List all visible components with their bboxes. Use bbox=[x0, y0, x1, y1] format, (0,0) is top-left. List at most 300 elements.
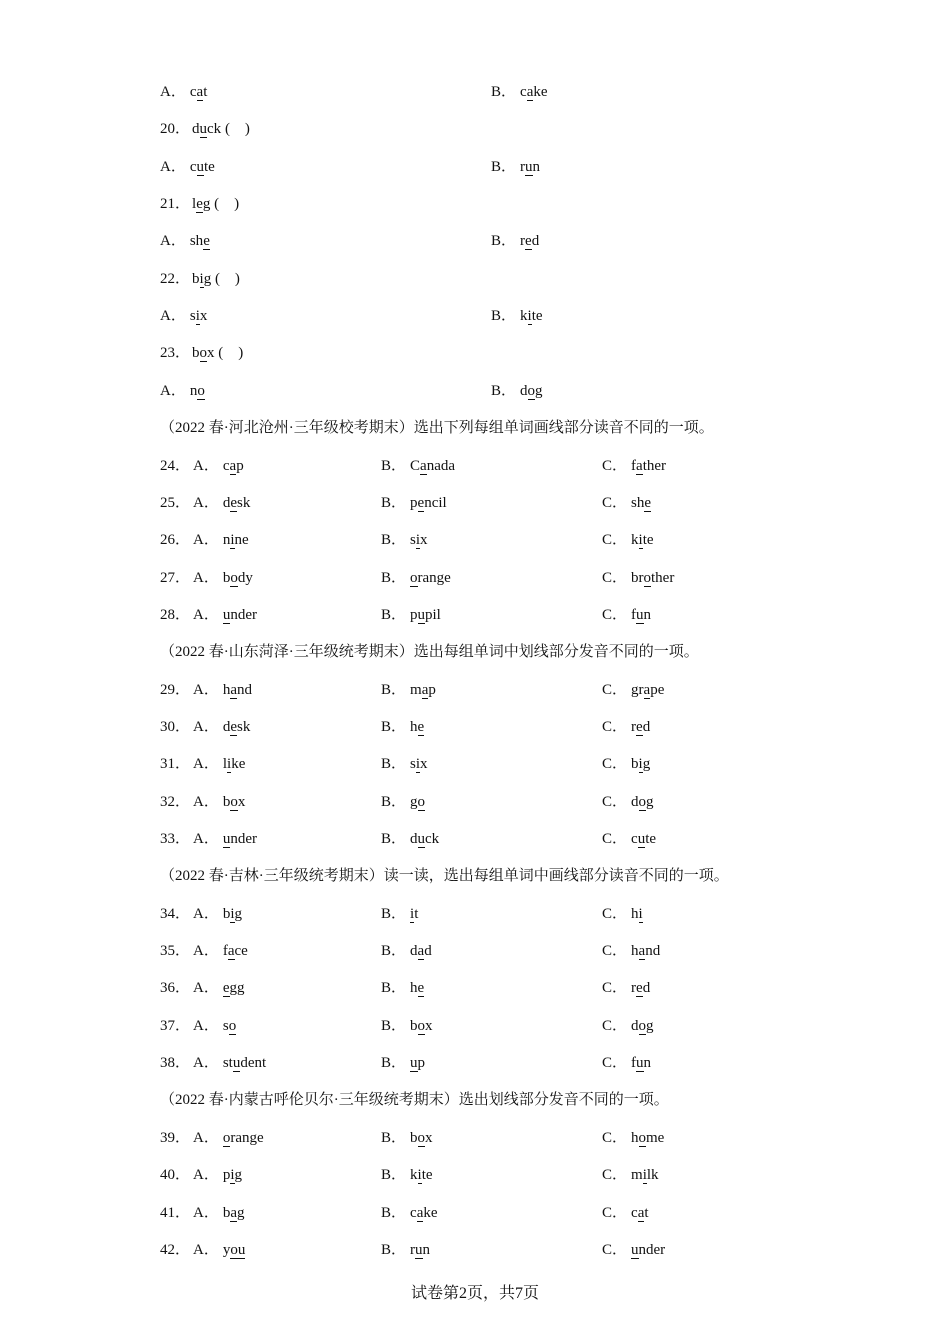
word-part: x bbox=[237, 793, 246, 810]
word-part: g bbox=[234, 1167, 243, 1184]
option-letter: A． bbox=[193, 1017, 219, 1034]
word-part: r bbox=[410, 1241, 416, 1258]
word-part: nada bbox=[426, 457, 456, 474]
answer-option bbox=[381, 1201, 438, 1225]
option-letter: C． bbox=[602, 606, 628, 623]
line-instr bbox=[0, 1088, 950, 1112]
line-opts3 bbox=[0, 1051, 950, 1075]
underlined-letters: o bbox=[197, 382, 205, 399]
word-part: l bbox=[192, 196, 197, 213]
line-opts2 bbox=[0, 155, 950, 179]
option-letter: A． bbox=[193, 793, 219, 810]
line-opts2 bbox=[0, 229, 950, 253]
answer-option bbox=[193, 752, 245, 776]
word-part: nder bbox=[638, 1241, 666, 1258]
line-opts3 bbox=[0, 939, 950, 963]
word-part: n bbox=[222, 532, 231, 549]
option-letter: B． bbox=[491, 158, 517, 175]
option-letter: A． bbox=[160, 158, 186, 175]
word-part: d bbox=[222, 494, 231, 511]
answer-option bbox=[193, 603, 257, 627]
word-part: k bbox=[520, 308, 528, 325]
question-number: 38． bbox=[160, 1055, 191, 1072]
word-part: d bbox=[631, 1017, 639, 1034]
word-part: nd bbox=[237, 681, 253, 698]
underlined-letters: o bbox=[638, 1129, 647, 1146]
answer-option bbox=[160, 229, 210, 253]
underlined-letters: u bbox=[222, 831, 231, 847]
answer-option bbox=[491, 304, 543, 328]
option-letter: A． bbox=[193, 494, 219, 511]
word-part: b bbox=[222, 905, 231, 922]
line-opts3 bbox=[0, 1126, 950, 1150]
line-opts3 bbox=[0, 902, 950, 926]
word-part: n bbox=[422, 1241, 431, 1258]
underlined-letters: i bbox=[638, 756, 643, 773]
question-number: 30． bbox=[160, 718, 191, 735]
line-opts3 bbox=[0, 491, 950, 515]
answer-paren: ( ) bbox=[214, 345, 244, 362]
answer-option bbox=[381, 1014, 433, 1038]
option-letter: A． bbox=[193, 1167, 219, 1184]
question-number: 28． bbox=[160, 606, 191, 623]
option-letter: B． bbox=[491, 308, 517, 325]
answer-option bbox=[160, 155, 215, 179]
option-letter: B． bbox=[381, 681, 407, 698]
option-letter: A． bbox=[193, 831, 219, 847]
word-part: ce bbox=[234, 943, 248, 960]
option-letter: B． bbox=[381, 905, 407, 922]
word-part: r bbox=[631, 980, 637, 997]
word-part: br bbox=[631, 569, 644, 586]
answer-option bbox=[381, 976, 424, 1000]
option-letter: B． bbox=[381, 943, 407, 960]
option-letter: A． bbox=[193, 1055, 219, 1072]
line-q bbox=[0, 117, 950, 141]
answer-option bbox=[160, 379, 205, 403]
underlined-letters: i bbox=[527, 308, 532, 325]
question-item bbox=[160, 341, 243, 365]
underlined-letters: u bbox=[636, 606, 644, 623]
word-part: d bbox=[531, 233, 540, 250]
question-word bbox=[192, 196, 210, 212]
word-part: t bbox=[644, 1204, 649, 1221]
word-part: h bbox=[631, 943, 639, 960]
underlined-letters: o bbox=[417, 793, 426, 810]
underlined-letters: a bbox=[421, 681, 429, 698]
underlined-letters: u bbox=[415, 1241, 423, 1258]
option-letter: B． bbox=[381, 1204, 407, 1221]
word-part: x bbox=[425, 1129, 433, 1146]
answer-option bbox=[381, 1051, 425, 1075]
option-letter: C． bbox=[602, 756, 628, 773]
word-part: range bbox=[417, 569, 451, 586]
underlined-letters: a bbox=[230, 1204, 238, 1221]
answer-option bbox=[602, 491, 651, 515]
option-letter: C． bbox=[602, 681, 628, 698]
option-letter: C． bbox=[602, 905, 628, 922]
question-item bbox=[160, 117, 250, 141]
underlined-letters: a bbox=[196, 84, 204, 100]
word-part: pe bbox=[650, 681, 665, 698]
answer-option bbox=[491, 155, 540, 179]
underlined-letters: u bbox=[417, 606, 426, 623]
option-letter: A． bbox=[193, 980, 219, 997]
word-part: s bbox=[410, 756, 416, 773]
answer-option bbox=[602, 752, 650, 776]
word-part: p bbox=[410, 606, 418, 623]
question-number: 41． bbox=[160, 1204, 191, 1221]
option-letter: A． bbox=[160, 84, 186, 100]
line-opts2 bbox=[0, 304, 950, 328]
option-letter: A． bbox=[193, 457, 219, 474]
underlined-letters: u bbox=[525, 158, 533, 175]
underlined-letters: e bbox=[525, 233, 532, 250]
page-footer: 试卷第2页，共7页 bbox=[410, 1285, 539, 1302]
word-part: r bbox=[520, 233, 526, 250]
answer-option bbox=[381, 1163, 433, 1187]
answer-option bbox=[602, 790, 654, 814]
word-part: x bbox=[420, 756, 428, 773]
word-part: s bbox=[189, 308, 196, 325]
option-letter: B． bbox=[381, 1055, 407, 1072]
answer-option bbox=[602, 603, 651, 627]
word-part: t bbox=[203, 84, 208, 100]
answer-option bbox=[381, 827, 439, 851]
word-part: d bbox=[631, 793, 639, 810]
line-opts3 bbox=[0, 678, 950, 702]
underlined-letters: a bbox=[636, 457, 643, 474]
line-opts3 bbox=[0, 715, 950, 739]
underlined-letters: u bbox=[199, 121, 208, 138]
line-opts3 bbox=[0, 603, 950, 627]
word-part: te bbox=[645, 831, 657, 847]
underlined-letters: o bbox=[527, 382, 536, 399]
word-part: f bbox=[631, 1055, 637, 1072]
option-letter: C． bbox=[602, 1055, 628, 1072]
answer-option bbox=[381, 491, 447, 515]
word-part: c bbox=[520, 84, 527, 100]
answer-option bbox=[381, 528, 428, 552]
answer-option bbox=[381, 939, 432, 963]
option-letter: C． bbox=[602, 831, 628, 847]
underlined-letters: a bbox=[638, 943, 646, 960]
underlined-letters: e bbox=[417, 980, 425, 997]
word-part: lk bbox=[646, 1167, 659, 1184]
line-opts2 bbox=[0, 80, 950, 104]
word-part: n bbox=[643, 606, 652, 623]
line-opts3 bbox=[0, 1238, 950, 1262]
question-number: 22． bbox=[160, 270, 191, 287]
option-letter: C． bbox=[602, 457, 628, 474]
underlined-letters: e bbox=[417, 494, 425, 511]
line-opts3 bbox=[0, 790, 950, 814]
word-part: c bbox=[631, 831, 638, 847]
word-part: c bbox=[222, 457, 230, 474]
answer-option bbox=[602, 902, 643, 926]
answer-option bbox=[491, 80, 548, 104]
word-part: t bbox=[414, 905, 419, 922]
word-part: k bbox=[410, 1167, 418, 1184]
option-letter: B． bbox=[381, 756, 407, 773]
word-part: f bbox=[631, 606, 637, 623]
word-part: C bbox=[410, 457, 421, 474]
word-part: d bbox=[410, 831, 418, 847]
option-letter: C． bbox=[602, 943, 628, 960]
underlined-letters: i bbox=[227, 756, 232, 773]
option-letter: A． bbox=[160, 382, 186, 399]
underlined-letters: e bbox=[230, 494, 238, 511]
option-letter: C． bbox=[602, 494, 628, 511]
line-opts3 bbox=[0, 454, 950, 478]
question-word bbox=[192, 121, 221, 137]
word-part: x bbox=[425, 1017, 433, 1034]
answer-option bbox=[193, 528, 249, 552]
question-number: 40． bbox=[160, 1167, 191, 1184]
question-number: 42． bbox=[160, 1241, 191, 1258]
underlined-letters: o bbox=[230, 793, 238, 810]
word-part: c bbox=[189, 84, 197, 100]
word-part: g bbox=[202, 196, 211, 213]
underlined-letters: a bbox=[416, 1204, 424, 1221]
underlined-letters: ou bbox=[230, 1241, 246, 1258]
answer-option bbox=[381, 1126, 433, 1150]
word-part: b bbox=[222, 569, 231, 586]
word-part: g bbox=[642, 756, 651, 773]
answer-option bbox=[491, 229, 539, 253]
option-letter: A． bbox=[160, 233, 186, 250]
question-number: 35． bbox=[160, 943, 191, 960]
underlined-letters: o bbox=[643, 569, 652, 586]
underlined-letters: e bbox=[203, 233, 210, 250]
word-part: m bbox=[410, 681, 422, 698]
word-part: ke bbox=[423, 1204, 438, 1221]
option-letter: A． bbox=[193, 756, 219, 773]
word-part: sh bbox=[189, 233, 204, 250]
line-opts2 bbox=[0, 379, 950, 403]
underlined-letters: a bbox=[643, 681, 651, 698]
word-part: dent bbox=[240, 1055, 267, 1072]
option-letter: C． bbox=[602, 1129, 628, 1146]
underlined-letters: a bbox=[229, 457, 237, 474]
word-part: x bbox=[207, 345, 215, 362]
word-part: sh bbox=[631, 494, 645, 511]
word-part: g bbox=[535, 382, 543, 399]
answer-option bbox=[193, 566, 253, 590]
question-number: 36． bbox=[160, 980, 191, 997]
answer-option bbox=[602, 976, 650, 1000]
option-letter: A． bbox=[160, 308, 186, 325]
line-q bbox=[0, 341, 950, 365]
answer-option bbox=[381, 715, 424, 739]
word-part: sk bbox=[237, 494, 251, 511]
word-part: pil bbox=[425, 606, 441, 623]
answer-option bbox=[160, 80, 207, 104]
word-part: gr bbox=[631, 681, 644, 698]
option-letter: C． bbox=[602, 718, 628, 735]
option-letter: A． bbox=[193, 1204, 219, 1221]
word-part: sk bbox=[237, 718, 251, 735]
line-opts3 bbox=[0, 528, 950, 552]
underlined-letters: u bbox=[417, 831, 426, 847]
line-opts3 bbox=[0, 752, 950, 776]
underlined-letters: u bbox=[222, 606, 231, 623]
word-part: nder bbox=[230, 831, 257, 847]
question-number: 20． bbox=[160, 121, 191, 138]
answer-option bbox=[381, 678, 436, 702]
answer-option bbox=[381, 454, 455, 478]
question-number: 24． bbox=[160, 457, 191, 474]
underlined-letters: a bbox=[417, 943, 425, 960]
answer-option bbox=[381, 1238, 430, 1262]
option-letter: C． bbox=[602, 1017, 628, 1034]
underlined-letters: u bbox=[631, 1241, 639, 1258]
question-number: 34． bbox=[160, 905, 191, 922]
underlined-letters: a bbox=[420, 457, 427, 474]
word-part: d bbox=[222, 718, 231, 735]
word-part: b bbox=[192, 270, 200, 287]
underlined-letters: i bbox=[415, 532, 421, 549]
word-part: f bbox=[222, 943, 228, 960]
option-letter: B． bbox=[491, 382, 517, 399]
underlined-letters: a bbox=[637, 1204, 645, 1221]
option-letter: B． bbox=[381, 1017, 407, 1034]
word-part: d bbox=[642, 718, 651, 735]
word-part: te bbox=[531, 308, 543, 325]
option-letter: C． bbox=[602, 1204, 628, 1221]
option-letter: A． bbox=[193, 606, 219, 623]
line-opts3 bbox=[0, 976, 950, 1000]
word-part: d bbox=[424, 943, 432, 960]
word-part: p bbox=[410, 494, 418, 511]
answer-option bbox=[602, 1014, 654, 1038]
option-letter: A． bbox=[193, 1241, 219, 1258]
underlined-letters: u bbox=[637, 831, 646, 847]
underlined-letters: e bbox=[644, 494, 652, 511]
underlined-letters: e bbox=[230, 718, 238, 735]
underlined-letters: e bbox=[222, 980, 230, 997]
answer-option bbox=[381, 902, 418, 926]
answer-option bbox=[193, 939, 248, 963]
word-part: ncil bbox=[424, 494, 447, 511]
option-letter: C． bbox=[602, 793, 628, 810]
option-letter: B． bbox=[381, 793, 407, 810]
underlined-letters: i bbox=[230, 1167, 235, 1184]
option-letter: A． bbox=[193, 1129, 219, 1146]
option-letter: B． bbox=[381, 569, 407, 586]
answer-option bbox=[381, 566, 451, 590]
word-part: b bbox=[410, 1129, 418, 1146]
underlined-letters: i bbox=[642, 1167, 647, 1184]
answer-option bbox=[193, 902, 242, 926]
answer-option bbox=[193, 790, 245, 814]
word-part: n bbox=[189, 382, 198, 399]
word-part: b bbox=[192, 345, 200, 362]
section-instruction: （2022 春·山东菏泽·三年级统考期末）选出每组单词中划线部分发音不同的一项。 bbox=[160, 644, 699, 661]
word-part: m bbox=[631, 1167, 643, 1184]
option-letter: B． bbox=[381, 718, 407, 735]
word-part: p bbox=[236, 457, 244, 474]
word-part: f bbox=[631, 457, 637, 474]
underlined-letters: o bbox=[230, 569, 238, 586]
question-number: 25． bbox=[160, 494, 191, 511]
option-letter: C． bbox=[602, 1241, 628, 1258]
underlined-letters: e bbox=[636, 718, 643, 735]
word-part: ke bbox=[231, 756, 246, 773]
word-part: d bbox=[410, 943, 418, 960]
section-instruction: （2022 春·吉林·三年级统考期末）读一读，选出每组单词中画线部分读音不同的一项。 bbox=[160, 868, 729, 885]
answer-option bbox=[602, 939, 660, 963]
answer-option bbox=[193, 976, 245, 1000]
word-part: g bbox=[646, 793, 654, 810]
word-part: c bbox=[631, 1204, 638, 1221]
underlined-letters: o bbox=[222, 1129, 231, 1146]
underlined-letters: i bbox=[195, 308, 200, 325]
answer-option bbox=[381, 603, 441, 627]
word-part: b bbox=[222, 1204, 231, 1221]
underlined-letters: i bbox=[199, 270, 204, 287]
word-part: b bbox=[410, 1017, 418, 1034]
answer-option bbox=[193, 715, 250, 739]
underlined-letters: o bbox=[417, 1017, 426, 1034]
question-number: 23． bbox=[160, 345, 191, 362]
underlined-letters: i bbox=[230, 905, 235, 922]
word-part: h bbox=[410, 718, 418, 735]
underlined-letters: u bbox=[636, 1055, 644, 1072]
question-word bbox=[192, 345, 215, 361]
word-part: d bbox=[642, 980, 651, 997]
answer-option bbox=[491, 379, 543, 403]
question-number: 27． bbox=[160, 569, 191, 586]
word-part: me bbox=[646, 1129, 665, 1146]
line-opts3 bbox=[0, 1163, 950, 1187]
answer-paren: ( ) bbox=[210, 196, 240, 213]
option-letter: A． bbox=[193, 718, 219, 735]
question-number: 32． bbox=[160, 793, 191, 810]
word-part: y bbox=[222, 1241, 231, 1258]
word-part: te bbox=[642, 532, 654, 549]
answer-option bbox=[602, 1238, 665, 1262]
word-part: h bbox=[631, 905, 639, 922]
answer-option bbox=[602, 566, 674, 590]
underlined-letters: i bbox=[410, 905, 415, 922]
word-part: r bbox=[631, 718, 637, 735]
line-opts3 bbox=[0, 827, 950, 851]
line-instr bbox=[0, 864, 950, 888]
underlined-letters: a bbox=[230, 681, 238, 698]
underlined-letters: e bbox=[417, 718, 425, 735]
word-part: ck bbox=[207, 121, 222, 138]
word-part: d bbox=[520, 382, 528, 399]
word-part: g bbox=[234, 905, 243, 922]
word-part: n bbox=[532, 158, 541, 175]
answer-option bbox=[193, 827, 257, 851]
answer-option bbox=[602, 678, 664, 702]
question-number: 33． bbox=[160, 831, 191, 847]
word-part: p bbox=[222, 1167, 231, 1184]
underlined-letters: i bbox=[415, 756, 421, 773]
word-part: gg bbox=[229, 980, 245, 997]
underlined-letters: o bbox=[199, 345, 208, 362]
underlined-letters: o bbox=[638, 1017, 647, 1034]
word-part: n bbox=[643, 1055, 652, 1072]
word-part: b bbox=[222, 793, 231, 810]
line-instr bbox=[0, 640, 950, 664]
word-part: b bbox=[631, 756, 639, 773]
underlined-letters: i bbox=[638, 905, 643, 922]
option-letter: A． bbox=[193, 681, 219, 698]
word-part: te bbox=[421, 1167, 433, 1184]
